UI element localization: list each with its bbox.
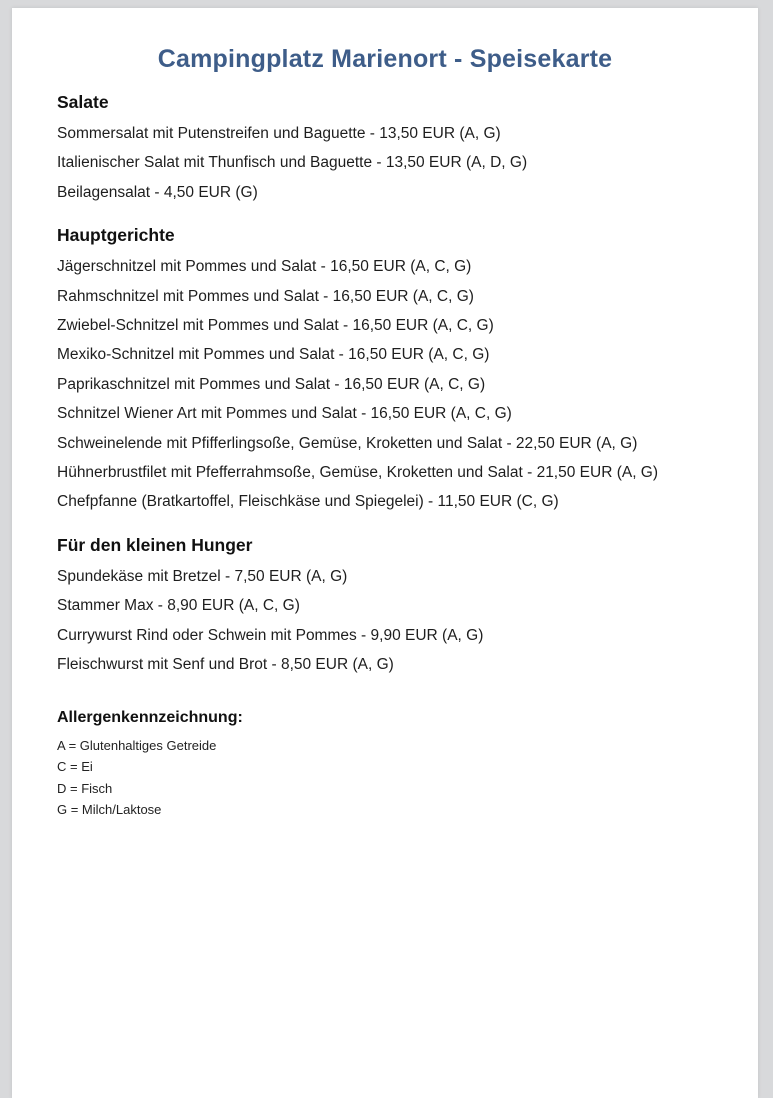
menu-item-list [57,119,713,207]
menu-item: Currywurst Rind oder Schwein mit Pommes - 9,90 EUR (A, G) [57,626,484,644]
menu-item: Beilagensalat - 4,50 EUR (G) [57,183,258,201]
menu-item: Zwiebel-Schnitzel mit Pommes und Salat - 16,50 EUR (A, C, G) [57,317,494,335]
menu-item: Italienischer Salat mit Thunfisch und Baguette - 13,50 EUR (A, D, G) [57,154,528,172]
menu-sections [57,92,713,680]
menu-item: Hühnerbrustfilet mit Pfefferrahmsoße, Gemüse, Kroketten und Salat - 21,50 EUR (A, G) [57,464,659,482]
page-title: Campingplatz Marienort - Speisekarte [157,45,613,73]
menu-item: Schnitzel Wiener Art mit Pommes und Salat - 16,50 EUR (A, C, G) [57,405,512,423]
menu-item: Chefpfanne (Bratkartoffel, Fleischkäse und Spiegelei) - 11,50 EUR (C, G) [57,493,559,511]
allergen-list [57,735,713,821]
menu-item: Paprikaschnitzel mit Pommes und Salat - 16,50 EUR (A, C, G) [57,375,486,393]
menu-document-page [12,8,758,1098]
menu-item: Jägerschnitzel mit Pommes und Salat - 16,50 EUR (A, C, G) [57,258,472,276]
section-heading: Für den kleinen Hunger [57,534,253,555]
allergen-item: G = Milch/Laktose [57,802,162,817]
menu-item: Stammer Max - 8,90 EUR (A, C, G) [57,597,300,615]
menu-item: Rahmschnitzel mit Pommes und Salat - 16,50 EUR (A, C, G) [57,287,474,305]
menu-item: Sommersalat mit Putenstreifen und Baguette - 13,50 EUR (A, G) [57,125,501,142]
menu-item-list [57,562,713,680]
allergen-legend [57,708,713,821]
menu-item: Mexiko-Schnitzel mit Pommes und Salat - 16,50 EUR (A, C, G) [57,346,490,364]
allergen-item: C = Ei [57,759,93,774]
allergen-item: D = Fisch [57,780,113,796]
allergen-item: A = Glutenhaltiges Getreide [57,737,217,753]
allergen-heading: Allergenkennzeichnung: [57,708,243,726]
menu-item: Fleischwurst mit Senf und Brot - 8,50 EUR (A, G) [57,656,394,674]
menu-item-list [57,252,713,517]
menu-item: Schweinelende mit Pfifferlingsoße, Gemüse, Kroketten und Salat - 22,50 EUR (A, G) [57,434,638,452]
section-heading: Hauptgerichte [57,225,175,246]
section-heading: Salate [57,92,109,112]
menu-item: Spundekäse mit Bretzel - 7,50 EUR (A, G) [57,567,348,585]
